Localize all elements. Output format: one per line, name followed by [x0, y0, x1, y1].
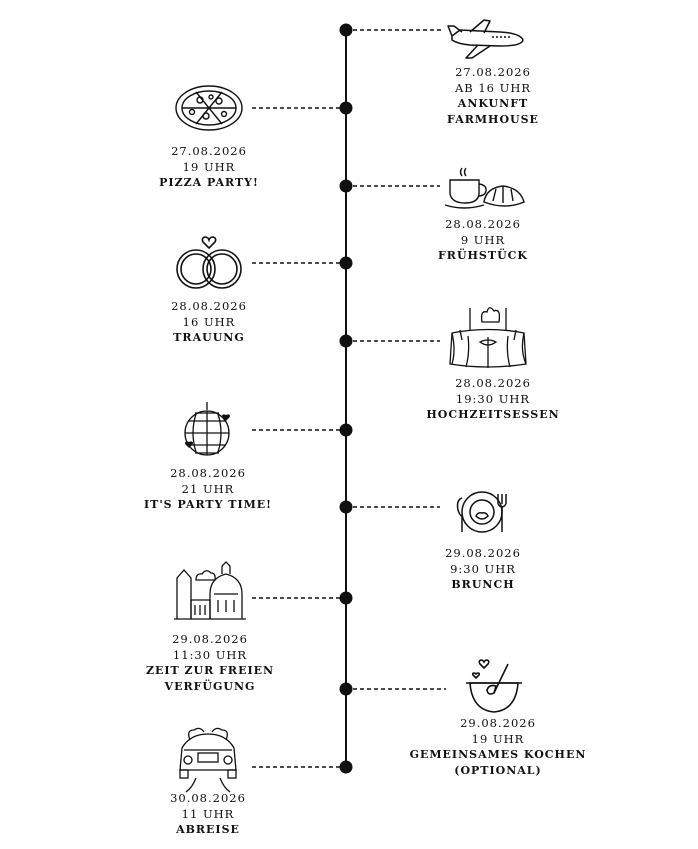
rings-icon [177, 237, 241, 288]
timeline-dot-4 [340, 257, 353, 270]
event-time: 21 UHR [181, 482, 235, 496]
event-time: 11:30 UHR [172, 648, 248, 662]
timeline-dot-10 [340, 761, 353, 774]
timeline-dot-3 [340, 180, 353, 193]
event-title: PIZZA PARTY! [159, 176, 259, 189]
event-date: 29.08.2026 [460, 716, 536, 730]
event-date: 28.08.2026 [445, 217, 521, 231]
event-title-line2: FARMHOUSE [447, 113, 539, 126]
event-date: 28.08.2026 [455, 376, 531, 390]
event-title: GEMEINSAMES KOCHEN [409, 748, 587, 761]
plate-cutlery-icon [458, 492, 507, 532]
event-date: 27.08.2026 [171, 144, 247, 158]
event-trauung [109, 298, 309, 346]
event-gemeinsames-kochen [398, 715, 598, 779]
event-title: TRAUUNG [173, 331, 245, 344]
dinner-table-icon [450, 308, 526, 368]
event-title: ABREISE [176, 823, 240, 836]
city-skyline-icon [174, 562, 246, 619]
event-date: 27.08.2026 [455, 65, 531, 79]
timeline-dot-6 [340, 424, 353, 437]
wedding-car-icon [180, 728, 236, 792]
event-time: 19 UHR [182, 160, 236, 174]
event-title: ANKUNFT [457, 97, 529, 110]
event-fruehstueck [383, 216, 583, 264]
event-pizza-party [109, 143, 309, 191]
event-title-line2: VERFÜGUNG [164, 680, 256, 693]
event-freie-zeit [110, 631, 310, 695]
event-title: BRUNCH [451, 578, 515, 591]
event-title: HOCHZEITSESSEN [426, 408, 560, 421]
timeline-dot-2 [340, 102, 353, 115]
event-date: 28.08.2026 [171, 299, 247, 313]
event-time: 9:30 UHR [450, 562, 516, 576]
event-title: FRÜHSTÜCK [438, 249, 528, 262]
event-time: 16 UHR [182, 315, 236, 329]
event-abreise [108, 790, 308, 838]
timeline-dot-9 [340, 683, 353, 696]
pizza-icon [176, 86, 242, 130]
timeline-dot-1 [340, 24, 353, 37]
timeline-dot-8 [340, 592, 353, 605]
event-time: 9 UHR [460, 233, 506, 247]
disco-ball-icon [185, 402, 229, 455]
event-date: 30.08.2026 [170, 791, 246, 805]
event-time: 19:30 UHR [455, 392, 531, 406]
coffee-croissant-icon [445, 168, 524, 208]
event-date: 28.08.2026 [170, 466, 246, 480]
event-party-time [108, 465, 308, 513]
event-hochzeitsessen [393, 375, 593, 423]
timeline-dot-7 [340, 501, 353, 514]
mixing-bowl-icon [466, 660, 522, 712]
event-brunch [383, 545, 583, 593]
event-time: 19 UHR [471, 732, 525, 746]
airplane-icon [448, 20, 523, 58]
event-date: 29.08.2026 [445, 546, 521, 560]
event-ankunft [393, 64, 593, 128]
event-date: 29.08.2026 [172, 632, 248, 646]
event-title: ZEIT ZUR FREIEN [145, 664, 275, 677]
event-time: AB 16 UHR [454, 81, 532, 95]
event-title-line2: (OPTIONAL) [454, 764, 542, 777]
event-time: 11 UHR [181, 807, 235, 821]
event-title: IT'S PARTY TIME! [143, 498, 272, 511]
timeline-dot-5 [340, 335, 353, 348]
